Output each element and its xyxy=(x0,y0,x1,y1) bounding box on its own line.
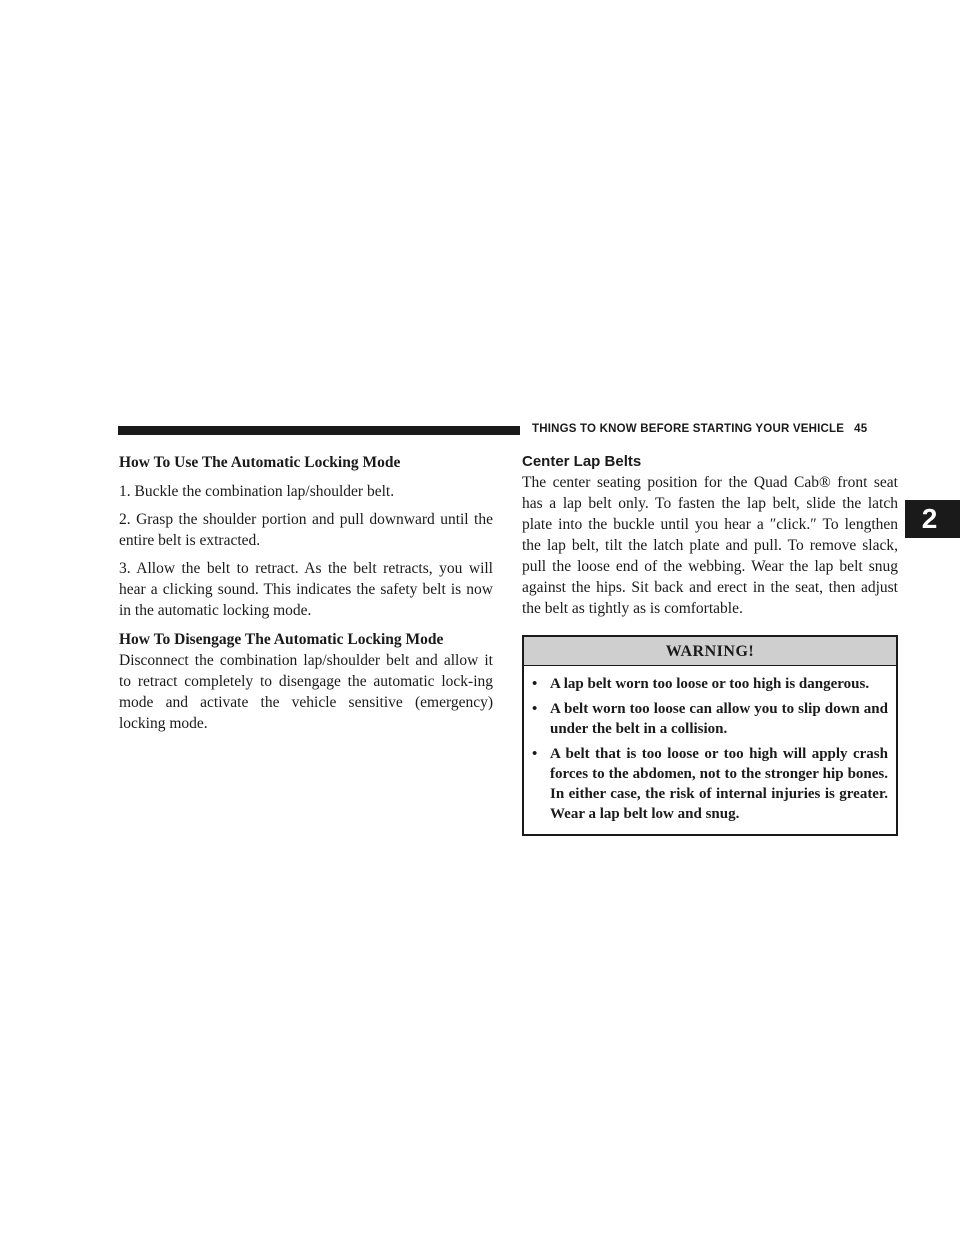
warning-list xyxy=(524,666,896,834)
heading-use-automatic-locking: How To Use The Automatic Locking Mode xyxy=(119,454,401,471)
left-column xyxy=(119,452,493,741)
warning-item xyxy=(532,674,888,694)
warning-box xyxy=(522,635,898,836)
bullet-icon: • xyxy=(532,746,538,762)
bullet-icon: • xyxy=(532,676,538,692)
warning-item-text: A belt worn too loose can allow you to slip down and under the belt in a collision. xyxy=(550,701,888,737)
heading-disengage-automatic-locking: How To Disengage The Automatic Locking Mode xyxy=(119,631,444,648)
running-header xyxy=(532,423,867,435)
step-2: 2. Grasp the shoulder portion and pull downward until the entire belt is extracted. xyxy=(119,511,493,549)
page-number: 45 xyxy=(854,423,868,435)
header-rule xyxy=(118,426,520,435)
chapter-tab: 2 xyxy=(905,500,960,538)
center-lap-belts-paragraph: The center seating position for the Quad Cab® front seat has a lap belt only. To fasten the lap belt, slide the latch plate into the buckle until you hear a ″click.″ To lengthen the lap belt, tilt the latch plate and pull. To remove slack, pull the loose end of the webbing. Wear the lap belt snug against the hips. Sit back and erect in the seat, then adjust the belt as tightly as is comfortable. xyxy=(522,474,898,617)
bullet-icon: • xyxy=(532,701,538,717)
step-3: 3. Allow the belt to retract. As the belt retracts, you will hear a clicking sound. This indicates the safety belt is now in the automatic locking mode. xyxy=(119,560,493,619)
warning-item xyxy=(532,744,888,824)
right-column xyxy=(522,452,898,836)
step-1: 1. Buckle the combination lap/shoulder belt. xyxy=(119,483,395,500)
warning-item-text: A lap belt worn too loose or too high is dangerous. xyxy=(550,676,870,692)
warning-title: WARNING! xyxy=(524,637,896,666)
heading-center-lap-belts: Center Lap Belts xyxy=(522,453,642,470)
header-title: THINGS TO KNOW BEFORE STARTING YOUR VEHICLE xyxy=(532,423,845,435)
disengage-paragraph: Disconnect the combination lap/shoulder belt and allow it to retract completely to disengage the automatic lock-ing mode and activate the vehicle sensitive (emergency) locking mode. xyxy=(119,652,493,732)
warning-item-text: A belt that is too loose or too high will apply crash forces to the abdomen, not to the stronger hip bones. In either case, the risk of internal injuries is greater. Wear a lap belt low and snug. xyxy=(550,746,888,822)
warning-item xyxy=(532,699,888,739)
